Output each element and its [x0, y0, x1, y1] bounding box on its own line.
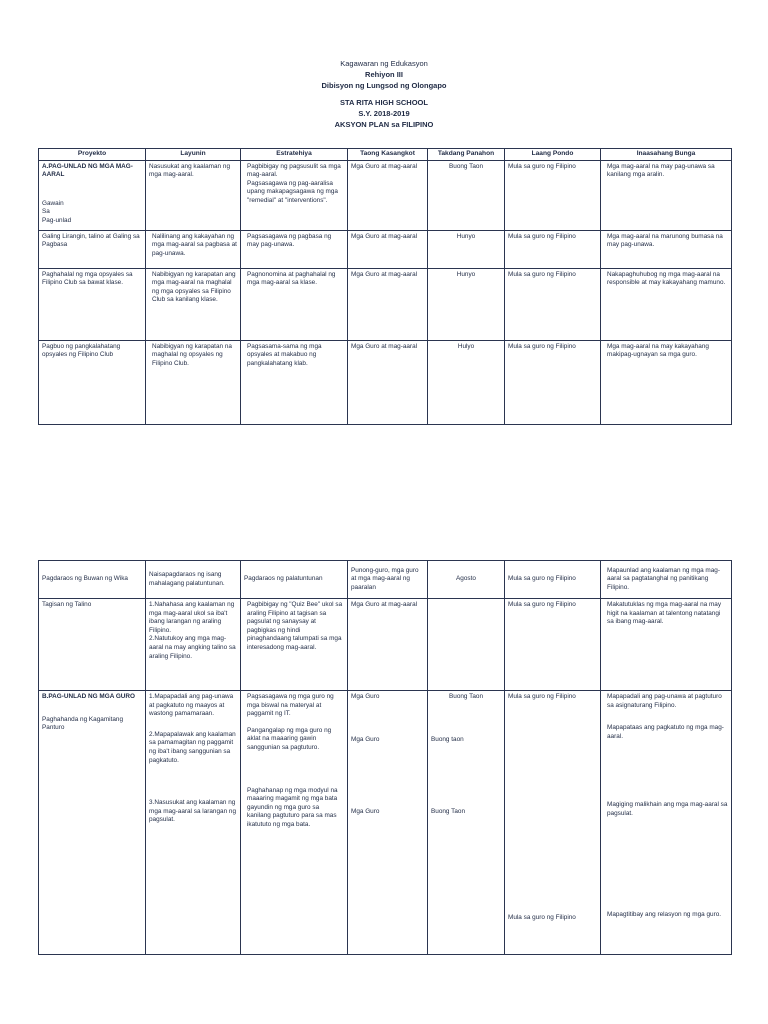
cell-bunga: Mga mag-aaral na may kakayahang makipag-ugnayan sa mga guro. [601, 340, 732, 424]
table-row [39, 268, 732, 340]
department-line: Kagawaran ng Edukasyon [340, 59, 428, 68]
cell-taong: Punong-guro, mga guro at mga mag-aaral ng paaralan [348, 561, 428, 599]
cell-pondo: Mula sa guro ng Filipino [505, 268, 601, 340]
school-year: S.Y. 2018-2019 [358, 109, 410, 118]
cell-proyekto: B.PAG-UNLAD NG MGA GURO Paghahanda ng Kagamitang Panturo [39, 691, 146, 955]
cell-taong: Mga Guro at mag-aaral [348, 230, 428, 268]
cell-proyekto: Pagbuo ng pangkalahatang opsyales ng Filipino Club [39, 340, 146, 424]
cell-layunin: Nabibigyan ng karapatan na maghalal ng opsyales ng Filipino Club. [146, 340, 241, 424]
cell-layunin: 1.Nahahasa ang kaalaman ng mga mag-aaral ukol sa iba't ibang larangan ng araling Filipino. 2.Natutukoy ang mga mag-aaral na may angking talino sa araling Filipino. [146, 599, 241, 691]
cell-taong: Mga Guro at mag-aaral [348, 268, 428, 340]
cell-pondo: Mula sa guro ng Filipino [505, 340, 601, 424]
cell-estratehiya: Pagsasama-sama ng mga opsyales at makabuo ng pangkalahatang klab. [241, 340, 348, 424]
cell-panahon [428, 599, 505, 691]
cell-panahon: Hulyo [428, 340, 505, 424]
cell-estratehiya: Pagdaraos ng palatuntunan [241, 561, 348, 599]
cell-panahon: Agosto [428, 561, 505, 599]
table-row [39, 691, 732, 955]
col-header-layunin: Layunin [146, 149, 241, 161]
cell-panahon: Buong Taon [428, 160, 505, 230]
cell-bunga: Mga mag-aaral na may pag-unawa sa kanilang mga aralin. [601, 160, 732, 230]
col-header-estratehiya: Estratehiya [241, 149, 348, 161]
table-row [39, 340, 732, 424]
cell-taong: Mga Guro at mag-aaral [348, 599, 428, 691]
cell-panahon: Hunyo [428, 230, 505, 268]
cell-layunin: Nalilinang ang kakayahan ng mga mag-aaral sa pagbasa at pag-unawa. [146, 230, 241, 268]
cell-panahon: Hunyo [428, 268, 505, 340]
cell-estratehiya: Pagsasagawa ng pagbasa ng may pag-unawa. [241, 230, 348, 268]
action-plan-table-1 [38, 148, 732, 425]
cell-estratehiya: Pagbibigay ng "Quiz Bee" ukol sa araling Filipino at tagisan sa pagsulat ng sanaysay at pagbigkas ng hindi pinaghandaang talumpati sa mga interesadong mag-aaral. [241, 599, 348, 691]
cell-estratehiya: Pagnonomina at paghahalal ng mga mag-aaral sa klase. [241, 268, 348, 340]
cell-proyekto: Galing Lirangin, talino at Galing sa Pagbasa [39, 230, 146, 268]
cell-bunga: Nakapaghuhubog ng mga mag-aaral na responsible at may kakayahang mamuno. [601, 268, 732, 340]
col-header-bunga: Inaasahang Bunga [601, 149, 732, 161]
cell-layunin: Nasusukat ang kaalaman ng mga mag-aaral. [146, 160, 241, 230]
cell-pondo: Mula sa guro ng Filipino Mula sa guro ng Filipino [505, 691, 601, 955]
cell-bunga: Makatutuklas ng mga mag-aaral na may higit na kaalaman at talentong natatangi sa ibang mag-aaral. [601, 599, 732, 691]
cell-pondo: Mula sa guro ng Filipino [505, 230, 601, 268]
cell-pondo: Mula sa guro ng Filipino [505, 599, 601, 691]
cell-proyekto: Tagisan ng Talino [39, 599, 146, 691]
cell-taong: Mga Guro Mga Guro Mga Guro [348, 691, 428, 955]
cell-estratehiya: Pagsasagawa ng mga guro ng mga biswal na materyal at paggamit ng IT. Pangangalap ng mga guro ng aklat na maaaring gawin sanggunian sa pagtuturo. Paghahanap ng mga modyul na maaaring magamit ng mga bata gayundin ng mga guro sa kanilang pagtuturo para sa mas ikatututo ng mga bata. [241, 691, 348, 955]
cell-taong: Mga Guro at mag-aaral [348, 340, 428, 424]
cell-bunga: Mga mag-aaral na marunong bumasa na may pag-unawa. [601, 230, 732, 268]
cell-bunga: Mapapadali ang pag-unawa at pagtuturo sa asignaturang Filipino. Mapapataas ang pagkatuto ng mga mag-aaral. Magiging malikhain ang mga mag-aaral sa pagsulat. Mapagtitibay ang relasyon ng mga guro. [601, 691, 732, 955]
action-plan-table-2 [38, 560, 732, 955]
cell-proyekto: A.PAG-UNLAD NG MGA MAG-AARAL Gawain Sa Pag-unlad [39, 160, 146, 230]
col-header-taong: Taong Kasangkot [348, 149, 428, 161]
plan-title: AKSYON PLAN sa FILIPINO [334, 120, 434, 129]
region-line: Rehiyon III [365, 70, 403, 79]
cell-pondo: Mula sa guro ng Filipino [505, 561, 601, 599]
table-row [39, 230, 732, 268]
cell-panahon: Buong Taon Buong taon Buong Taon [428, 691, 505, 955]
col-header-proyekto: Proyekto [39, 149, 146, 161]
cell-layunin: Nabibigyan ng karapatan ang mga mag-aaral na maghalal ng mga opsyales sa Filipino Club sa kanilang klase. [146, 268, 241, 340]
table-header-row [39, 149, 732, 161]
division-line: Dibisyon ng Lungsod ng Olongapo [321, 81, 447, 90]
cell-proyekto: Paghahalal ng mga opsyales sa Filipino Club sa bawat klase. [39, 268, 146, 340]
cell-pondo: Mula sa guro ng Filipino [505, 160, 601, 230]
table-row [39, 160, 732, 230]
table-row [39, 599, 732, 691]
cell-bunga: Mapaunlad ang kaalaman ng mga mag-aaral sa pagtatanghal ng panitikang Filipino. [601, 561, 732, 599]
document-header [0, 58, 768, 130]
table-row [39, 561, 732, 599]
cell-proyekto: Pagdaraos ng Buwan ng Wika [39, 561, 146, 599]
cell-layunin: 1.Mapapadali ang pag-unawa at pagkatuto ng maayos at wastong pamamaraan. 2.Mapapalawak ang kaalaman sa pamamagitan ng paggamit ng iba't ibang sanggunian sa pagkatuto. 3.Nasusukat ang kaalaman ng mga mag-aaral sa larangan ng pagsulat. [146, 691, 241, 955]
cell-layunin: Naisapagdaraos ng isang mahalagang palatuntunan. [146, 561, 241, 599]
cell-estratehiya: Pagbibigay ng pagsusulit sa mga mag-aaral. Pagsasagawa ng pag-aaralisa upang makapagsagawa ng mga "remedial" at "interventions". [241, 160, 348, 230]
col-header-pondo: Laang Pondo [505, 149, 601, 161]
school-name: STA RITA HIGH SCHOOL [340, 98, 428, 107]
cell-taong: Mga Guro at mag-aaral [348, 160, 428, 230]
col-header-panahon: Takdang Panahon [428, 149, 505, 161]
